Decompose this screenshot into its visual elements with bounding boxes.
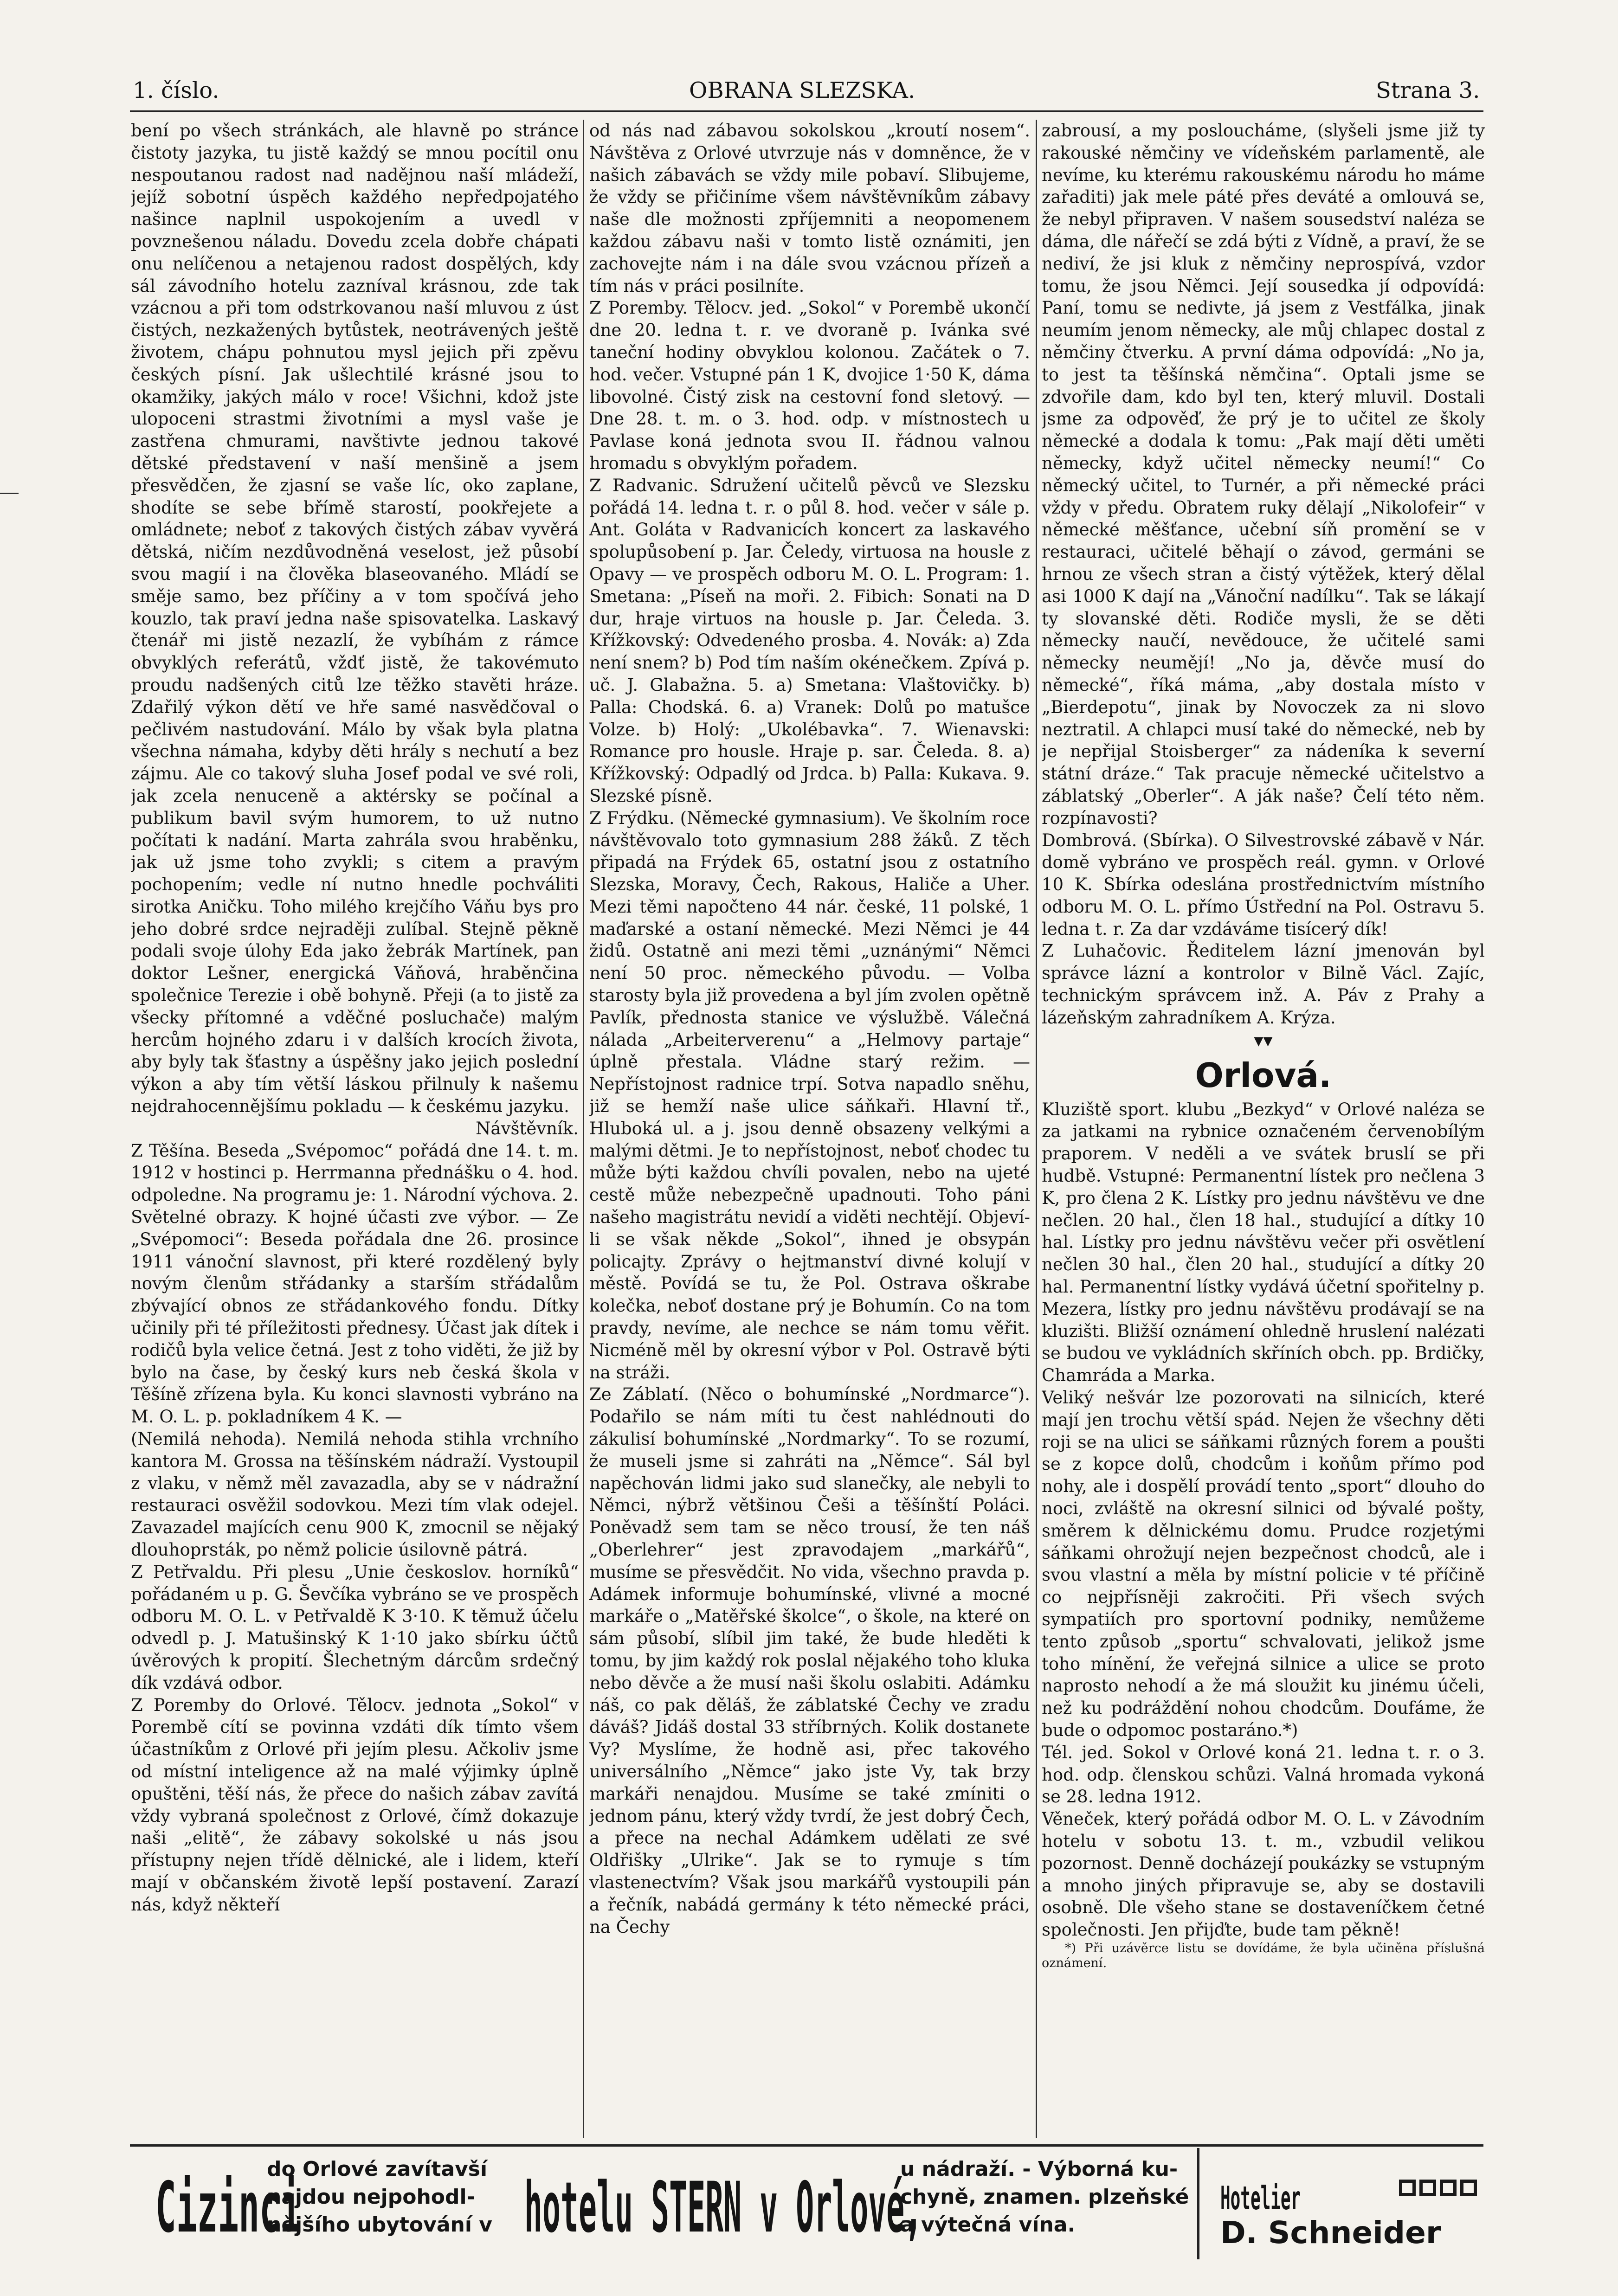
article-paragraph: zabrousí, a my posloucháme, (slyšeli jsme již ty rakouské němčiny ve vídeňském parlamentě, ale nevíme, ku kterému rakouskému národu ho máme zařaditi) jak mele páté přes deváté a omlouvá se, že nebyl připraven. V našem sousedství naléza se dáma, dle nářečí se zdá býti z Vídně, a praví, že se nediví, že jsi kluk z němčiny neprospívá, vzdor tomu, že jsou Němci. Její sousedka jí odpovídá: Paní, tomu se nedivte, já jsem z Vestfálka, jinak neumím jenom německy, ale můj chlapec dostal z němčiny čtverku. A první dáma odpovídá: „No ja, to jest ta těšínská němčina“. Optali jsme se zdvořile dam, kdo byl ten, který mluvil. Dostali jsme za odpověď, že prý je to učitel ze školy německé a dodala k tomu: „Pak mají děti uměti německy, když učitel německy neumí!“ Co německý učitel, to Turnér, a při německé práci vždy v předu. Obratem ruky dělají „Nikolofeir“ v německé měšťance, učební síň promění se v restauraci, učitelé běhají o závod, germáni se hrnou ze všech stran a čistý výtěžek, který dělal asi 1000 K dají na „Vánoční nadílku“. Tak se lákají ty slovanské děti. Rodiče mysli, že se děti německy naučí, nevědouce, že učitelé sami německy neumějí! „No ja, děvče musí do německé“, říká máma, „aby dostala místo v „Bierdepotu“, jinak by Novoczek za ni slovo neztratil. A chlapci musí také do německé, neb by je nepřijal Stoisberger“ za nádeníka k severní státní dráze.“ Tak pracuje německé učitelstvo a záblatský „Oberler“. A ják naše? Čelí této něm. rozpínavosti? [1042, 121, 1485, 828]
footnote: *) Při uzávěrce listu se dovídáme, že byla učiněna příslušná oznámení. [1042, 1941, 1485, 1970]
ad-line: a výtečná vína. [900, 2213, 1076, 2237]
article-paragraph: Kluziště sport. klubu „Bezkyd“ v Orlové naléza se za jatkami na rybnice označeném červenobílým praporem. V neděli a ve svátek bruslí se při hudbě. Vstupné: Permanentní lístek pro nečlena 3 K, pro člena 2 K. Lístky pro jednu návštěvu ve dne nečlen. 20 hal., člen 18 hal., studující a dítky 10 hal. Lístky pro jednu návštěvu večer při osvětlení nečlen 30 hal., člen 20 hal., studující a dítky 20 hal. Permanentní lístky vydává účetní spořitelny p. Mezera, lístky pro jednu návštěvu prodávají se na kluzišti. Bližší oznámení ohledně hruslení nalézati se budou ve vykládních skříních obch. pp. Brdičky, Chamráda a Marka. [1042, 1099, 1485, 1386]
ad-hotel-name: hotelu STERN v Orlové, [524, 2167, 923, 2249]
ad-line: chyně, znamen. plzeňské [900, 2185, 1189, 2209]
article-paragraph: od nás nad zábavou sokolskou „kroutí nosem“. Návštěva z Orlové utvrzuje nás v domněnce, že v našich zábavách se vždy mile pobaví. Slibujeme, že vždy se přičiníme všem návštěvníkům zábavy naše dle možnosti zpříjemniti a neopomenem každou zábavu naši v tomto listě oznámiti, jen zachovejte nám i na dále svou vzácnou přízeň a tím nás v práci posilníte. [589, 121, 1030, 296]
header-rule [130, 110, 1483, 112]
article-paragraph: Z Poremby do Orlové. Tělocv. jednota „Sokol“ v Porembě cítí se povinna vzdáti dík tímto všem účastníkům z Orlové při jejím plesu. Ačkoliv jsme od místní inteligence až na malé výjimky úplně opuštěni, těší nás, že přece do našich zábav zavítá vždy vybraná společnost z Orlové, čímž dokazuje naši „elitě“, že zábavy sokolské u nás jsou přístupny nejen třídě dělnické, ale i lidem, kteří mají v občanském životě lepší postavení. Zarazí nás, když někteří [131, 1695, 579, 1915]
ad-hotelier-label: Hotelier [1220, 2179, 1301, 2217]
column-2 [589, 120, 1030, 2138]
ad-ornament [1399, 2180, 1481, 2198]
ad-line: najdou nejpohodl- [267, 2185, 475, 2209]
newspaper-title: OBRANA SLEZSKA. [689, 77, 915, 103]
column-divider [1036, 120, 1037, 2138]
advertisement-rule [130, 2144, 1483, 2147]
issue-number: 1. číslo. [133, 77, 219, 103]
article-paragraph: Z Luhačovic. Ředitelem lázní jmenován byl správce lázní a kontrolor v Bilně Václ. Zajíc, technickým správcem inž. A. Páv z Prahy a lázeňským zahradníkem A. Krýza. [1042, 941, 1485, 1028]
article-signature: Návštěvník. [476, 1118, 579, 1138]
article-paragraph: Z Poremby. Tělocv. jed. „Sokol“ v Porembě ukončí dne 20. ledna t. r. ve dvoraně p. Ivánka své taneční hodiny obvyklou kolonou. Začátek o 7. hod. večer. Vstupné pán 1 K, dvojice 1·50 K, dáma libovolné. Čistý zisk na cestovní fond sletový. — Dne 28. t. m. o 3. hod. odp. v místnostech u Pavlase koná jednota svou II. řádnou valnou hromadu s obvyklým pořadem. [589, 298, 1030, 473]
ad-divider [1197, 2148, 1199, 2259]
ad-owner-name: D. Schneider [1220, 2215, 1441, 2251]
article-paragraph: Z Těšína. Beseda „Svépomoc“ pořádá dne 14. t. m. 1912 v hostinci p. Herrmanna přednášku o 4. hod. odpoledne. Na programu je: 1. Národní výchova. 2. Světelné obrazy. K hojné účasti zve výbor. — Ze „Svépomoci“: Beseda pořádala dne 26. prosince 1911 vánoční slavnost, při které rozdělený byly novým členům střádanky a starším střádalům zbývající obnos ze střádankového fondu. Dítky učinily při té příležitosti přednesy. Účast jak dítek i rodičů byla velice četná. Jest z toho viděti, že již by bylo na čase, by český kurs neb česká škola v Těšíně zřízena byla. Ku konci slavnosti vybráno na M. O. L. p. pokladníkem 4 K. — [131, 1140, 579, 1427]
article-paragraph: Tél. jed. Sokol v Orlové koná 21. ledna t. r. o 3. hod. odp. členskou schůzi. Valná hromada vykoná se 28. ledna 1912. [1042, 1742, 1485, 1807]
column-divider [583, 120, 584, 2138]
section-ornament: ▾▾ [1254, 1029, 1273, 1051]
article-paragraph: (Nemilá nehoda). Nemilá nehoda stihla vrchního kantora M. Grossa na těšínském nádraží. Vystoupil z vlaku, v němž měl zavazadla, aby se v nádražní restauraci osvěžil sodovkou. Mezi tím vlak odejel. Zavazadel majících cenu 900 K, zmocnil se nějaký dlouhoprsták, po němž policie úsilovně pátrá. [131, 1429, 579, 1560]
article-paragraph: Ze Záblatí. (Něco o bohumínské „Nordmarce“). Podařilo se nám míti tu čest nahlédnouti do zákulisí bohumínské „Nordmarky“. To se rozumí, že museli jsme si zahráti na „Němce“. Sál byl napěchován lidmi jako sud slanečky, ale nebyli to Němci, nýbrž většinou Češi a těšínští Poláci. Poněvadž sem tam se něco trousí, že ten náš „Oberlehrer“ jest zpravodajem „markářů“, musíme se přesvědčit. No vida, všechno pravda p. Adámek informuje bohumínské, vlivné a mocné markáře o „Matěřské školce“, o škole, na které on sám působí, slíbil jim také, že bude hleděti k tomu, by jim každý rok poslal nějakého toho kluka nebo děvče a že musí naši školu oslabiti. Adámku náš, co pak děláš, že záblatské Čechy ve zradu dáváš? Jidáš dostal 33 stříbrných. Kolik dostanete Vy? Myslíme, že hodně asi, přec takového universálního „Němce“ jako jste Vy, tak brzy markáři nenajdou. Musíme se také zmíniti o jednom pánu, který vždy tvrdí, že jest dobrý Čech, a přece na nechal Adámkem udělati ze své Oldřišky „Ulrike“. Jak se to rymuje s tím vlastenectvím? Však jsou markářů vystoupili pán a řečník, nabádá germány k této německé práci, na Čechy [589, 1384, 1030, 1937]
column-1 [131, 120, 579, 2138]
article-paragraph: bení po všech stránkách, ale hlavně po stránce čistoty jazyka, tu jistě každý se mnou pocítil onu nespoutanou radost nad nadějnou naší mládeží, jejíž sobotní úspěch každého nepředpojatého našince naplnil uspokojením a uvedl v povznešenou náladu. Dovedu zcela dobře chápati onu nelíčenou a netajenou radost dospělých, kdy sál závodního hotelu zazníval krásnou, zde tak vzácnou a při tom odstrkovanou naší mluvou z úst čistých, nezkažených bytůstek, neotrávených ještě životem, chápu pohnutou mysl jejich při zpěvu českých písní. Jak ušlechtilé krásné jsou to okamžiky, jakých málo v roce! Všichni, kdož jste ulopoceni strastmi životními a mysl vaše je zastřena chmurami, navštivte jednou takové dětské představení v naší menšině a jsem přesvědčen, že zjasní se vaše líc, oko zaplane, shodíte se sebe břímě starostí, pookřejete a omládnete; neboť z takových čistých zábav vyvěrá dětská, ničím nezdůvodněná veselost, jež působí svou magií i na člověka blaseovaného. Mládí se směje samo, bez příčiny a v tom spočívá jeho kouzlo, tak praví jedna naše spisovatelka. Laskavý čtenář mi jistě nezazlí, že vybíhám z rámce obvyklých referátů, vždť jistě, že takovémuto proudu nadšených citů lze těžko stavěti hráze. Zdařilý výkon dětí ve hře samé nasvědčoval o pečlivém nastudování. Málo by však byla platna všechna námaha, kdyby děti hrály s nechutí a bez zájmu. Ale co takový sluha Josef podal ve své roli, jak zcela nenuceně a aktérsky se počínal a publikum bavil svým humorem, to už nutno počítati k nadání. Marta zahrála svou hraběnku, jak už jsme toho zvykli; s citem a pravým pochopením; vedle ní nutno hnedle pochváliti sirotka Aničku. Toho milého krejčího Váňu bys pro jeho dobré srdce nejraději zulíbal. Stejně pěkně podali svoje úlohy Eda jako žebrák Martínek, pan doktor Lešner, energická Váňová, hraběnčina společnice Terezie i obě bohyně. Přeji (a to jistě za všecky přítomné a vděčné posluchače) malým hercům hojného zdaru i v dalších krocích života, aby byly tak šťastny a úspěšny jako jejich poslední výkon a aby tím větší láskou přilnuly k našemu nejdrahocennějšímu pokladu — k českému jazyku. [131, 121, 579, 1117]
ad-line: nějšího ubytování v [267, 2213, 492, 2237]
article-paragraph: Z Petřvaldu. Při plesu „Unie českoslov. horníků“ pořádaném u p. G. Ševčíka vybráno se ve prospěch odboru M. O. L. v Petřvaldě K 3·10. K těmuž účelu odvedl p. J. Matušinský K 1·10 jako sbírku účtů úvěrových k propití. Šlechetným dárcům srdečný dík vzdává odbor. [131, 1562, 579, 1693]
article-paragraph: Dombrová. (Sbírka). O Silvestrovské zábavě v Nár. domě vybráno ve prospěch reál. gymn. v Orlové 10 K. Sbírka odeslána prostřednictvím místního odboru M. O. L. přímo Ústřední na Pol. Ostravu 5. ledna t. r. Za dar vzdáváme tisícerý dík! [1042, 830, 1485, 939]
page-number: Strana 3. [1376, 77, 1480, 103]
article-paragraph: Z Radvanic. Sdružení učitelů pěvců ve Slezsku pořádá 14. ledna t. r. o půl 8. hod. večer v sále p. Ant. Goláta v Radvanicích koncert za laskavého spolupůsobení p. Jar. Čeledy, virtuosa na housle z Opavy — ve prospěch odboru M. O. L. Program: 1. Smetana: „Píseň na moři. 2. Fibich: Sonati na D dur, hraje virtuos na housle p. Jar. Čeleda. 3. Křížkovský: Odvedeného prosba. 4. Novák: a) Zda není snem? b) Pod tím naším okénečkem. Zpívá p. uč. J. Glabažna. 5. a) Smetana: Vlaštovičky. b) Palla: Chodská. 6. a) Vranek: Dolů po matušce Volze. b) Holý: „Ukolébavka“. 7. Wienavski: Romance pro housle. Hraje p. sar. Čeleda. 8. a) Křížkovský: Odpadlý od Jrdca. b) Palla: Kukava. 9. Slezské písně. [589, 475, 1030, 806]
ad-line: do Orlové zavítavší [267, 2157, 488, 2181]
article-paragraph: Věneček, který pořádá odbor M. O. L. v Závodním hotelu v sobotu 13. t. m., vzbudil velikou pozornost. Denně docházejí poukázky se vstupným a mnoho jiných připravuje se, aby se dostavili osobně. Dle všeho stane se dostaveníčkem četné společnosti. Jen přijďte, bude tam pěkně! [1042, 1809, 1485, 1940]
article-paragraph: Z Frýdku. (Německé gymnasium). Ve školním roce návštěvovalo toto gymnasium 288 žáků. Z těch připadá na Frýdek 65, ostatní jsou z ostatního Slezska, Moravy, Čech, Rakous, Haliče a Uher. Mezi těmi napočteno 44 nár. české, 11 polské, 1 maďarské a ostaní německé. Mezi Němci je 44 židů. Ostatně ani mezi těmi „uznánými“ Němci není 50 proc. německého původu. — Volba starosty byla již provedena a byl jím zvolen opětně Pavlík, přednosta stanice ve výslužbě. Válečná nálada „Arbeiterverenu“ a „Helmovy partaje“ úplně přestala. Vládne starý režim. — Nepřístojnost radnice trpí. Sotva napadlo sněhu, již se hemží naše ulice sáňkaři. Hlavní tř., Hluboká ul. a j. jsou denně obsazeny velkými a malými dětmi. Je to nepřístojnost, neboť chodec tu může býti každou chvíli povalen, nebo na ujeté cestě může nebezpečně upadnouti. Toho páni našeho magistrátu nevidí a viděti nechtějí. Objeví-li se však někde „Sokol“, ihned je obsypán policajty. Zprávy o hejtmanství divné kolují v městě. Povídá se tu, že Pol. Ostrava oškrabe kolečka, neboť dostane prý je Bohumín. Co na tom pravdy, nevíme, ale nechce se nám tomu věřit. Nicméně měl by okresní výbor v Pol. Ostravě býti na stráži. [589, 808, 1030, 1383]
article-paragraph: Veliký nešvár lze pozorovati na silnicích, které mají jen trochu větší spád. Nejen že všechny děti roji se na ulici se sáňkami různých forem a poušti se z kopce dolů, chodcům i koňům přímo pod nohy, ale i dospělí provádí tento „sport“ dlouho do noci, zvláště na okresní silnici od bývalé pošty, směrem k dělnickému domu. Prudce rozjetými sáňkami ohrožují nejen bezpečnost chodců, ale i svou vlastní a měla by místní policie v té příčině co nejpřísněji zakročiti. Při všech svých sympatiích pro sportovní podniky, nemůžeme tento způsob „sportu“ schvalovati, jelikož jsme toho mínění, že veřejná silnice a ulice se proto naprosto nehodí a že má sloužit ku jinému účeli, než ku podráždění nohou chodcům. Doufáme, že bude o odpomoc postaráno.*) [1042, 1388, 1485, 1740]
ad-cizinci: Cizinci [155, 2167, 301, 2249]
ad-line: u nádraží. - Výborná ku- [900, 2157, 1178, 2181]
section-heading: Orlová. [1195, 1055, 1332, 1095]
column-3 [1042, 120, 1485, 2138]
margin-mark [0, 493, 19, 494]
